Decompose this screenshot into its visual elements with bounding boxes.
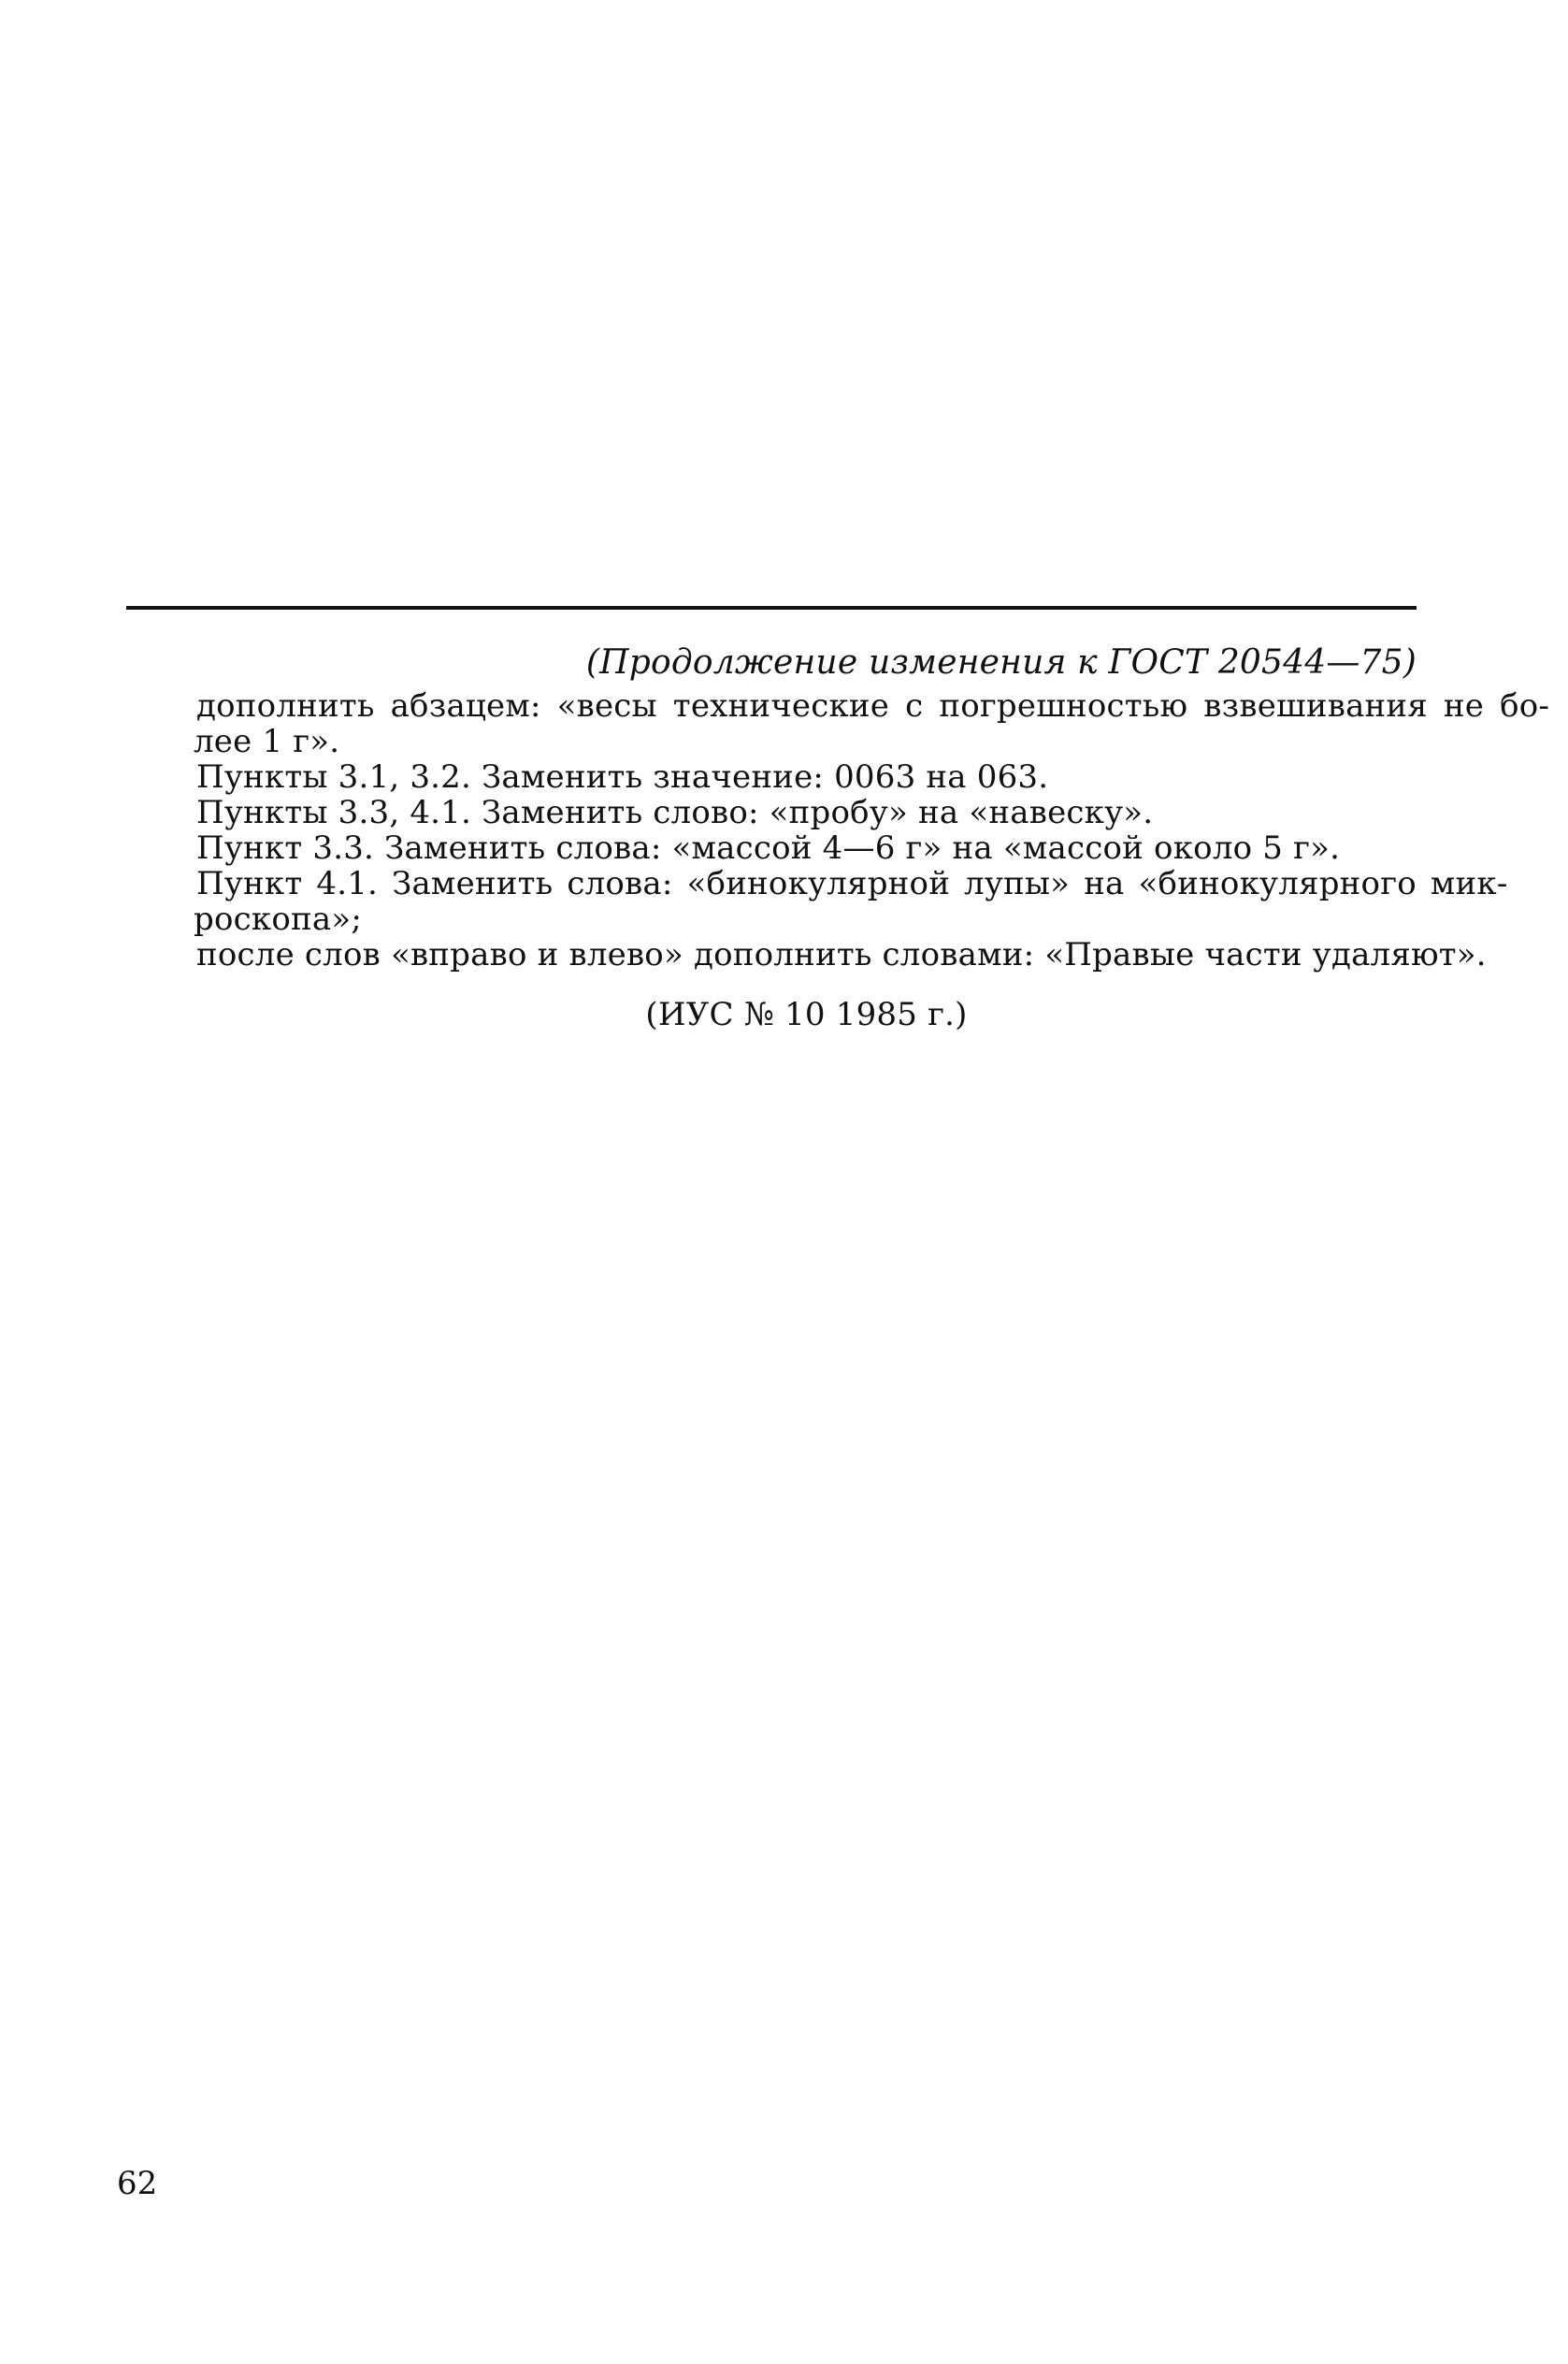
horizontal-rule	[126, 606, 1417, 610]
reference-note: (ИУС № 10 1985 г.)	[645, 996, 968, 1033]
continuation-heading: (Продолжение изменения к ГОСТ 20544—75)	[585, 643, 1417, 682]
text-line-3: Пункты 3.1, 3.2. Заменить значение: 0063 на 063.	[196, 758, 1049, 796]
text-line-1: дополнить абзацем: «весы технические с погрешностью взвешивания не бо-	[196, 687, 1550, 725]
text-line-5: Пункт 3.3. Заменить слова: «массой 4—6 г» на «массой около 5 г».	[196, 829, 1341, 867]
text-line-7: роскопа»;	[194, 901, 362, 938]
text-line-2: лее 1 г».	[194, 723, 340, 760]
page-number: 62	[117, 2165, 158, 2202]
text-line-4: Пункты 3.3, 4.1. Заменить слово: «пробу» на «навеску».	[196, 794, 1154, 831]
text-line-6: Пункт 4.1. Заменить слова: «бинокулярной лупы» на «бинокулярного мик-	[196, 865, 1508, 902]
text-line-8: после слов «вправо и влево» дополнить словами: «Правые части удаляют».	[196, 936, 1487, 973]
amendment-text	[194, 643, 1550, 1033]
